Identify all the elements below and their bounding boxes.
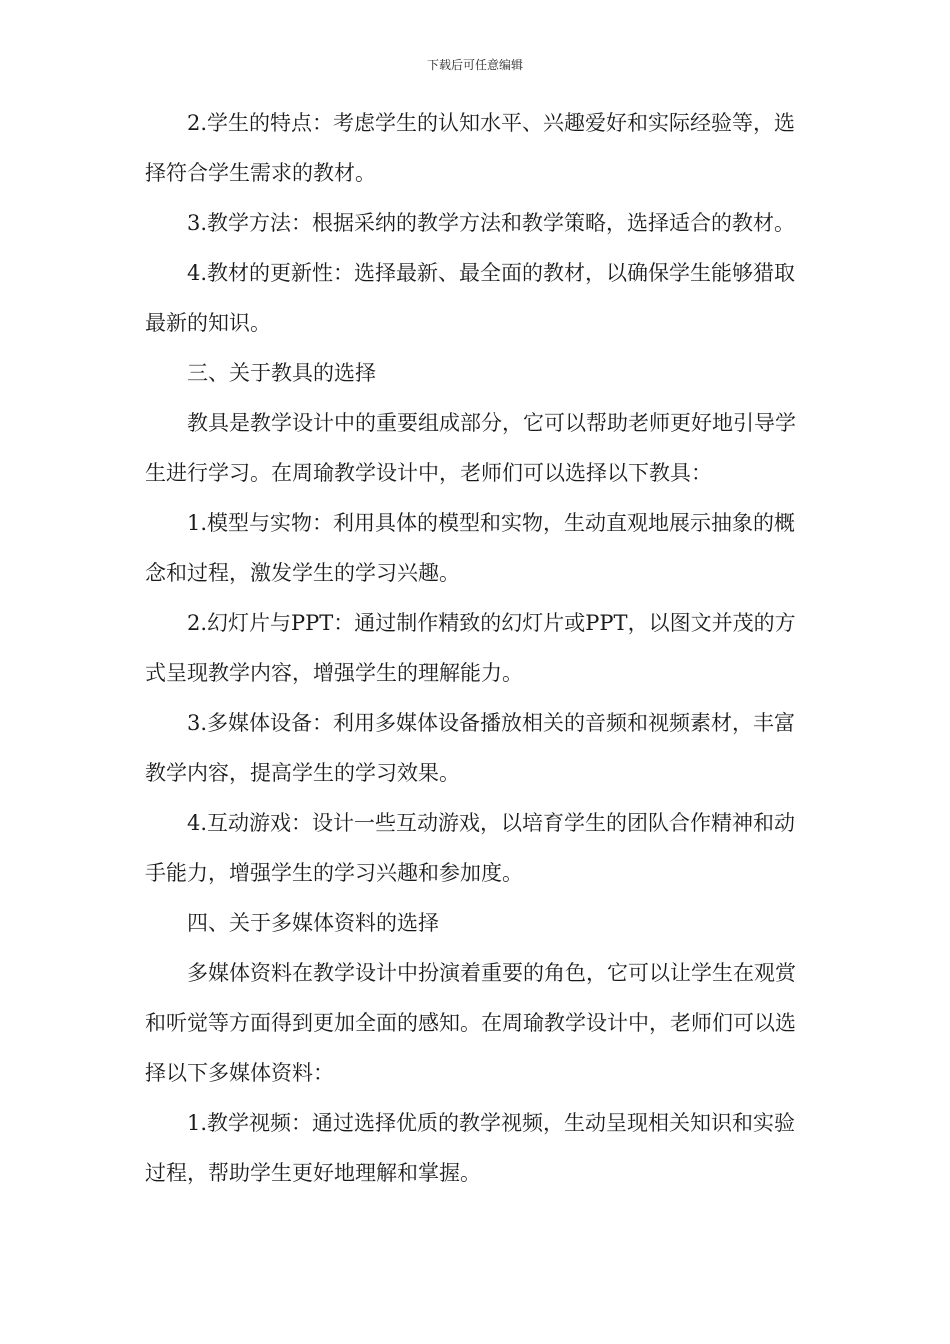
section-heading-teaching-aids: 三、关于教具的选择: [187, 361, 376, 385]
page-header-note: 下载后可任意编辑: [426, 58, 523, 72]
section-heading-multimedia-materials: 四、关于多媒体资料的选择: [187, 911, 439, 935]
paragraph-student-characteristics: 2.学生的特点：考虑学生的认知水平、兴趣爱好和实际经验等，选择符合学生需求的教材。: [145, 111, 796, 185]
paragraph-models-objects: 1.模型与实物：利用具体的模型和实物，生动直观地展示抽象的概念和过程，激发学生的学习兴趣。: [145, 511, 796, 585]
paragraph-interactive-games: 4.互动游戏：设计一些互动游戏，以培育学生的团队合作精神和动手能力，增强学生的学习兴趣和参加度。: [145, 811, 796, 885]
paragraph-multimedia-intro: 多媒体资料在教学设计中扮演着重要的角色，它可以让学生在观赏和听觉等方面得到更加全面的感知。在周瑜教学设计中，老师们可以选择以下多媒体资料：: [145, 961, 796, 1085]
paragraph-multimedia-devices: 3.多媒体设备：利用多媒体设备播放相关的音频和视频素材，丰富教学内容，提高学生的学习效果。: [145, 711, 796, 785]
paragraph-teaching-aids-intro: 教具是教学设计中的重要组成部分，它可以帮助老师更好地引导学生进行学习。在周瑜教学设计中，老师们可以选择以下教具：: [145, 411, 796, 485]
paragraph-teaching-method: 3.教学方法：根据采纳的教学方法和教学策略，选择适合的教材。: [187, 211, 796, 235]
paragraph-material-update: 4.教材的更新性：选择最新、最全面的教材，以确保学生能够猎取最新的知识。: [145, 261, 796, 335]
document-body: [145, 98, 805, 1198]
paragraph-teaching-videos: 1.教学视频：通过选择优质的教学视频，生动呈现相关知识和实验过程，帮助学生更好地理解和掌握。: [145, 1111, 796, 1185]
paragraph-slides-ppt: 2.幻灯片与PPT：通过制作精致的幻灯片或PPT，以图文并茂的方式呈现教学内容，增强学生的理解能力。: [145, 611, 796, 685]
